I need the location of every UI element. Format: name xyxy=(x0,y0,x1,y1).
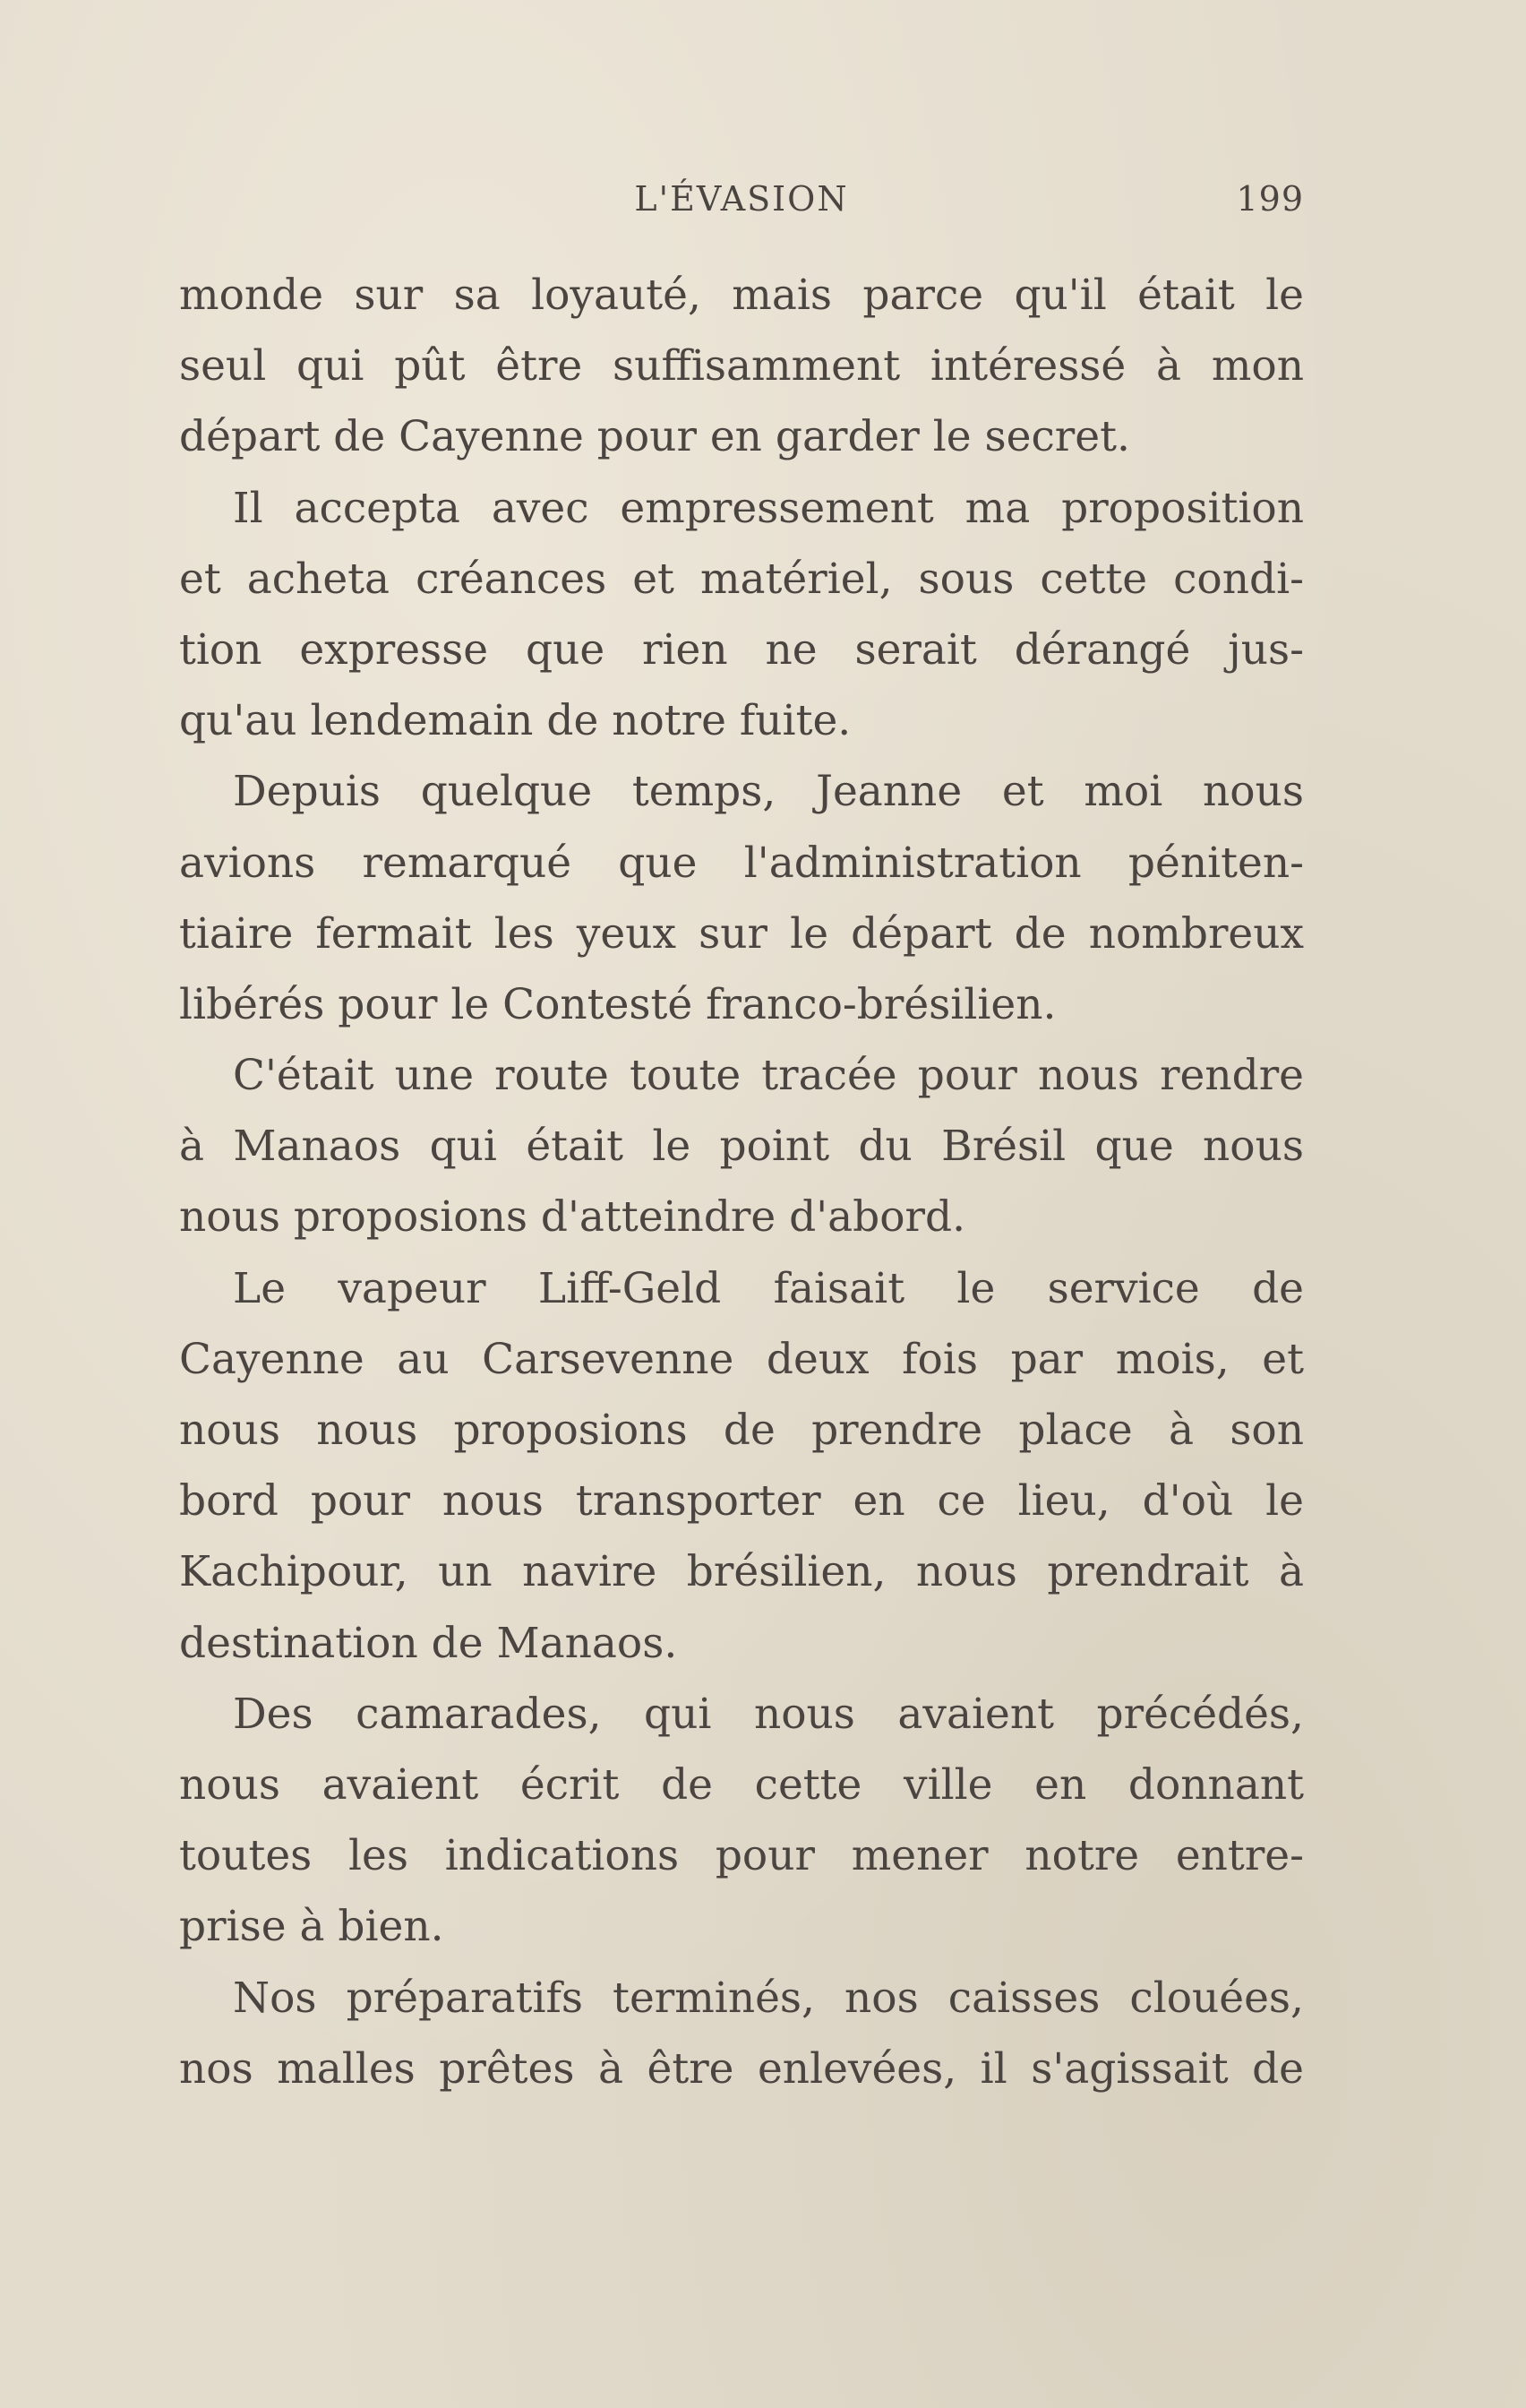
page-number: 199 xyxy=(1236,179,1304,219)
text-line: nous avaient écrit de cette ville en donnant xyxy=(179,1759,1304,1810)
paragraph-start-line: C'était une route toute tracée pour nous rendre xyxy=(233,1051,1304,1101)
text-line: avions remarqué que l'administration péniten- xyxy=(179,838,1304,888)
page-header xyxy=(179,179,1304,233)
text-line: et acheta créances et matériel, sous cette condi- xyxy=(179,554,1304,604)
text-line: toutes les indications pour mener notre entre- xyxy=(179,1831,1304,1881)
body-text xyxy=(179,260,1304,2104)
text-line: seul qui pût être suffisamment intéressé à mon xyxy=(179,341,1304,391)
text-line: nous proposions d'atteindre d'abord. xyxy=(179,1192,966,1243)
text-line: libérés pour le Contesté franco-brésilien. xyxy=(179,979,1057,1029)
paragraph-start-line: Le vapeur Liff-Geld faisait le service de xyxy=(233,1263,1304,1313)
text-line: bord pour nous transporter en ce lieu, d'où le xyxy=(179,1476,1304,1526)
text-line: qu'au lendemain de notre fuite. xyxy=(179,696,852,746)
text-line: nous nous proposions de prendre place à son xyxy=(179,1406,1304,1455)
running-title: L'ÉVASION xyxy=(634,179,849,219)
text-line: destination de Manaos. xyxy=(179,1618,678,1668)
paragraph-start-line: Des camarades, qui nous avaient précédés, xyxy=(233,1689,1304,1739)
text-line: prise à bien. xyxy=(179,1902,444,1952)
text-line: monde sur sa loyauté, mais parce qu'il était le xyxy=(179,271,1304,320)
paragraph-start-line: Nos préparatifs terminés, nos caisses clouées, xyxy=(233,1973,1304,2023)
paragraph-start-line: Il accepta avec empressement ma proposition xyxy=(233,483,1304,533)
text-line: nos malles prêtes à être enlevées, il s'agissait de xyxy=(179,2043,1304,2094)
paragraph-start-line: Depuis quelque temps, Jeanne et moi nous xyxy=(233,767,1304,817)
text-line: à Manaos qui était le point du Brésil que nous xyxy=(179,1122,1304,1172)
text-line: Cayenne au Carsevenne deux fois par mois, et xyxy=(179,1334,1304,1384)
text-line: tion expresse que rien ne serait dérangé jus- xyxy=(179,624,1304,675)
text-line: Kachipour, un navire brésilien, nous prendrait à xyxy=(179,1547,1304,1597)
text-line: tiaire fermait les yeux sur le départ de nombreux xyxy=(179,908,1304,959)
text-line: départ de Cayenne pour en garder le secret. xyxy=(179,412,1130,462)
